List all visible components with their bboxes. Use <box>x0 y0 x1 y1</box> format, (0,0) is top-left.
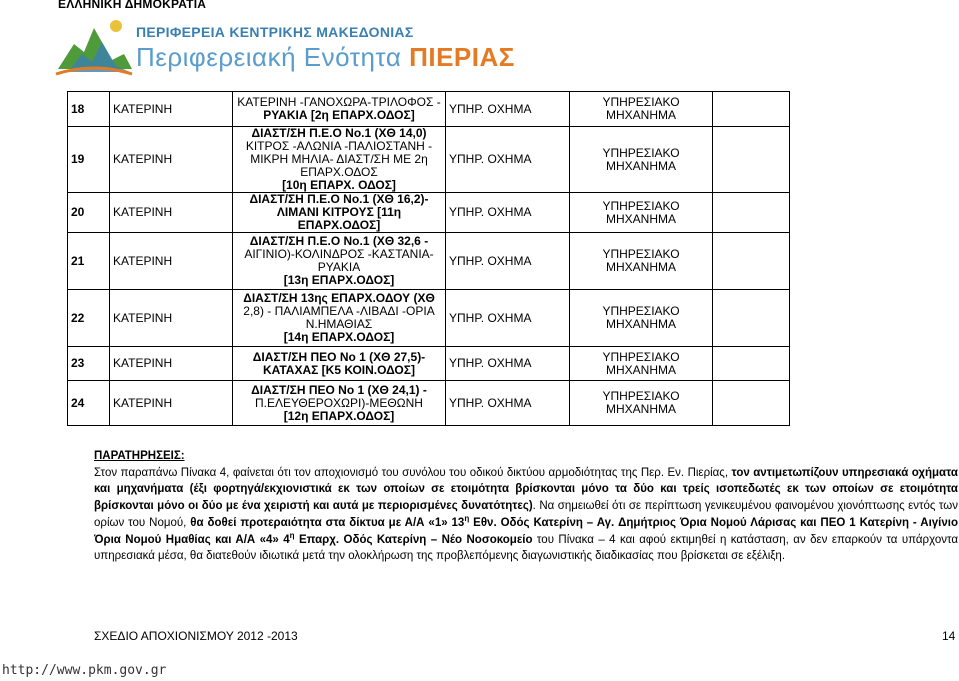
row-machine <box>570 233 713 290</box>
regional-unit-prefix: Περιφερειακή Ενότητα <box>136 42 410 72</box>
row-vehicle: ΥΠΗΡ. ΟΧΗΜΑ <box>446 127 570 193</box>
row-route-description <box>233 233 446 290</box>
machine-line: ΜΗΧΑΝΗΜΑ <box>605 402 676 416</box>
row-town: ΚΑΤΕΡΙΝΗ <box>110 290 233 347</box>
route-line: Π.ΕΛΕΥΘΕΡΟΧΩΡΙ)-ΜΕΘΩΝΗ <box>255 395 423 410</box>
row-machine <box>570 127 713 193</box>
machine-line: ΜΗΧΑΝΗΜΑ <box>605 260 676 274</box>
notes-bold-8: Επαρχ. Οδός Κατερίνη – Νέο Νοσοκομείο <box>294 533 533 546</box>
row-number: 19 <box>68 127 110 193</box>
row-vehicle: ΥΠΗΡ. ΟΧΗΜΑ <box>446 193 570 233</box>
table-row <box>68 127 790 193</box>
route-line: ΔΙΑΣΤ/ΣΗ 13ης ΕΠΑΡΧ.ΟΔΟΥ (ΧΘ <box>243 291 435 305</box>
row-route-description <box>233 127 446 193</box>
notes-title: ΠΑΡΑΤΗΡΗΣΕΙΣ: <box>94 450 185 462</box>
row-number: 23 <box>68 347 110 381</box>
snow-removal-table <box>67 91 790 426</box>
row-route-description <box>233 92 446 127</box>
machine-line: ΥΠΗΡΕΣΙΑΚΟ <box>602 95 680 109</box>
notes-section <box>94 448 958 565</box>
machine-line: ΥΠΗΡΕΣΙΑΚΟ <box>602 145 680 160</box>
notes-bold-7: Όρια Νομού Ημαθίας και Α/Α «4» 4 <box>94 533 290 546</box>
regional-unit-highlight: ΠΙΕΡΙΑΣ <box>409 42 515 72</box>
row-town: ΚΑΤΕΡΙΝΗ <box>110 381 233 426</box>
table-row <box>68 92 790 127</box>
machine-line: ΜΗΧΑΝΗΜΑ <box>605 211 676 226</box>
route-line: ΡΥΑΚΙΑ <box>317 260 361 274</box>
row-route-description <box>233 381 446 426</box>
row-empty-cell <box>713 193 790 233</box>
notes-sup-1: η <box>464 513 470 523</box>
route-line: ΔΙΑΣΤ/ΣΗ ΠΕΟ Νο 1 (ΧΘ 27,5)- <box>252 349 426 364</box>
row-machine <box>570 92 713 127</box>
row-vehicle: ΥΠΗΡ. ΟΧΗΜΑ <box>446 92 570 127</box>
notes-bold-6: Όρια Νομού Λάρισας και ΠΕΟ 1 Κατερίνη - Αιγίνιο <box>675 516 958 529</box>
table-row <box>68 347 790 381</box>
notes-bold-3: θα δοθεί προτεραιότητα στα δίκτυα με Α/Α «1» 13 <box>190 516 465 529</box>
route-line: ΕΠΑΡΧ.ΟΔΟΣ <box>300 165 378 179</box>
route-line: [14η ΕΠΑΡΧ.ΟΔΟΣ] <box>283 330 395 344</box>
route-line: ΔΙΑΣΤ/ΣΗ Π.Ε.Ο Νο.1 (ΧΘ 14,0) <box>251 126 427 140</box>
row-vehicle: ΥΠΗΡ. ΟΧΗΜΑ <box>446 233 570 290</box>
machine-line: ΜΗΧΑΝΗΜΑ <box>605 362 676 377</box>
region-name: ΠΕΡΙΦΕΡΕΙΑ ΚΕΝΤΡΙΚΗΣ ΜΑΚΕΔΟΝΙΑΣ <box>136 24 414 40</box>
row-empty-cell <box>713 92 790 127</box>
route-line: [12η ΕΠΑΡΧ.ΟΔΟΣ] <box>283 408 395 423</box>
route-line: Ν.ΗΜΑΘΙΑΣ <box>305 317 373 331</box>
route-line: ΑΙΓΙΝΙΟ)-ΚΟΛΙΝΔΡΟΣ -ΚΑΣΤΑΝΙΑ- <box>244 247 434 261</box>
route-line: ΚΙΤΡΟΣ -ΑΛΩΝΙΑ -ΠΑΛΙΟΣΤΑΝΗ - <box>245 139 433 153</box>
row-number: 21 <box>68 233 110 290</box>
row-vehicle: ΥΠΗΡ. ΟΧΗΜΑ <box>446 381 570 426</box>
notes-sup-2: η <box>289 530 295 540</box>
machine-line: ΜΗΧΑΝΗΜΑ <box>605 158 676 173</box>
row-vehicle: ΥΠΗΡ. ΟΧΗΜΑ <box>446 290 570 347</box>
machine-line: ΜΗΧΑΝΗΜΑ <box>605 108 676 122</box>
row-machine <box>570 347 713 381</box>
row-route-description <box>233 347 446 381</box>
route-line: ΔΙΑΣΤ/ΣΗ ΠΕΟ Νο 1 (ΧΘ 24,1) - <box>251 382 427 397</box>
notes-text-1: Στον παραπάνω Πίνακα 4, φαίνεται ότι τον αποχιονισμό του συνόλου του οδικού δικτύου αρμοδιότητας της Περ. Εν. Πιερίας, <box>94 466 732 479</box>
row-route-description <box>233 193 446 233</box>
notes-bold-5: Δημήτριος <box>618 516 676 529</box>
row-town: ΚΑΤΕΡΙΝΗ <box>110 233 233 290</box>
website-url[interactable]: http://www.pkm.gov.gr <box>2 663 167 678</box>
row-town: ΚΑΤΕΡΙΝΗ <box>110 127 233 193</box>
machine-line: ΥΠΗΡΕΣΙΑΚΟ <box>602 198 680 213</box>
machine-line: ΥΠΗΡΕΣΙΑΚΟ <box>602 349 680 364</box>
row-route-description <box>233 290 446 347</box>
notes-text-3: του Πίνακα – 4 και αφού εκτιμηθεί η κατάσταση, αν δεν επαρκούν τα υπάρχοντα υπηρεσιακά μέσα, θα διατεθούν ιδιωτικά μετά την ολοκλήρωση της προβλεπόμενης διαγωνιστικής διαδικασίας που βρίσκεται σε εξέλιξη. <box>94 533 958 563</box>
row-empty-cell <box>713 347 790 381</box>
machine-line: ΥΠΗΡΕΣΙΑΚΟ <box>602 389 680 403</box>
route-line: ΔΙΑΣΤ/ΣΗ Π.Ε.Ο Νο.1 (ΧΘ 32,6 - <box>249 234 429 248</box>
row-machine <box>570 381 713 426</box>
route-line: [13η ΕΠΑΡΧ.ΟΔΟΣ] <box>283 273 395 287</box>
route-line: ΛΙΜΑΝΙ ΚΙΤΡΟΥΣ [11η ΕΠΑΡΧ.ΟΔΟΣ] <box>276 205 402 232</box>
row-empty-cell <box>713 381 790 426</box>
row-machine <box>570 193 713 233</box>
row-town: ΚΑΤΕΡΙΝΗ <box>110 193 233 233</box>
row-number: 20 <box>68 193 110 233</box>
row-machine <box>570 290 713 347</box>
document-footer-title: ΣΧΕΔΙΟ ΑΠΟΧΙΟΝΙΣΜΟΥ 2012 -2013 <box>94 629 298 643</box>
notes-bold-1: τον <box>731 466 750 479</box>
route-line: ΚΑΤΑΧΑΣ [Κ5 ΚΟΙΝ.ΟΔΟΣ] <box>263 362 415 377</box>
machine-line: ΥΠΗΡΕΣΙΑΚΟ <box>602 247 680 261</box>
row-empty-cell <box>713 127 790 193</box>
country-header: ΕΛΛΗΝΙΚΗ ΔΗΜΟΚΡΑΤΙΑ <box>58 0 207 11</box>
row-number: 18 <box>68 92 110 127</box>
table-row <box>68 193 790 233</box>
route-line: 2,8) - ΠΑΛΙΑΜΠΕΛΑ -ΛΙΒΑΔΙ -ΟΡΙΑ <box>243 304 435 318</box>
row-number: 22 <box>68 290 110 347</box>
notes-text-2: . Να σημειωθεί ότι σε περίπτωση γενικευμένου φαινομένου χιονόπτωσης εντός των ορίων του Νομού, <box>94 500 959 529</box>
route-line: ΔΙΑΣΤ/ΣΗ Π.Ε.Ο Νο.1 (ΧΘ 16,2)- <box>249 192 429 206</box>
row-empty-cell <box>713 290 790 347</box>
route-line: [10η ΕΠΑΡΧ. ΟΔΟΣ] <box>282 178 396 192</box>
table-row <box>68 381 790 426</box>
region-emblem-icon <box>54 14 134 76</box>
notes-bold-4: Εθν. Οδός Κατερίνη – Αγ. <box>473 516 615 529</box>
notes-bold-2: αντιμετωπίζουν υπηρεσιακά οχήματα και μηχανήματα (έξι φορτηγά/εκχιονιστικά εκ των οποίων σε ετοιμότητα βρίσκονται μόνο τα δύο και τρείς ισοπεδωτές εκ των οποίων σε ετοιμότητα βρίσκονται μόνο οι δύο με ένα χειριστή και αυτά με περιορισμένες δυνατότητες) <box>94 466 958 513</box>
table-row <box>68 233 790 290</box>
page-number: 14 <box>942 629 956 643</box>
regional-unit-name <box>136 42 515 73</box>
row-empty-cell <box>713 233 790 290</box>
machine-line: ΥΠΗΡΕΣΙΑΚΟ <box>602 304 680 318</box>
row-vehicle: ΥΠΗΡ. ΟΧΗΜΑ <box>446 347 570 381</box>
route-line: ΡΥΑΚΙΑ [2η ΕΠΑΡΧ.ΟΔΟΣ] <box>263 108 415 122</box>
machine-line: ΜΗΧΑΝΗΜΑ <box>605 317 676 331</box>
row-town: ΚΑΤΕΡΙΝΗ <box>110 92 233 127</box>
route-line: ΜΙΚΡΗ ΜΗΛΙΑ- ΔΙΑΣΤ/ΣΗ ΜΕ 2η <box>250 152 428 166</box>
table-row <box>68 290 790 347</box>
route-line: ΚΑΤΕΡΙΝΗ -ΓΑΝΟΧΩΡΑ-ΤΡΙΛΟΦΟΣ - <box>237 95 441 109</box>
row-town: ΚΑΤΕΡΙΝΗ <box>110 347 233 381</box>
row-number: 24 <box>68 381 110 426</box>
